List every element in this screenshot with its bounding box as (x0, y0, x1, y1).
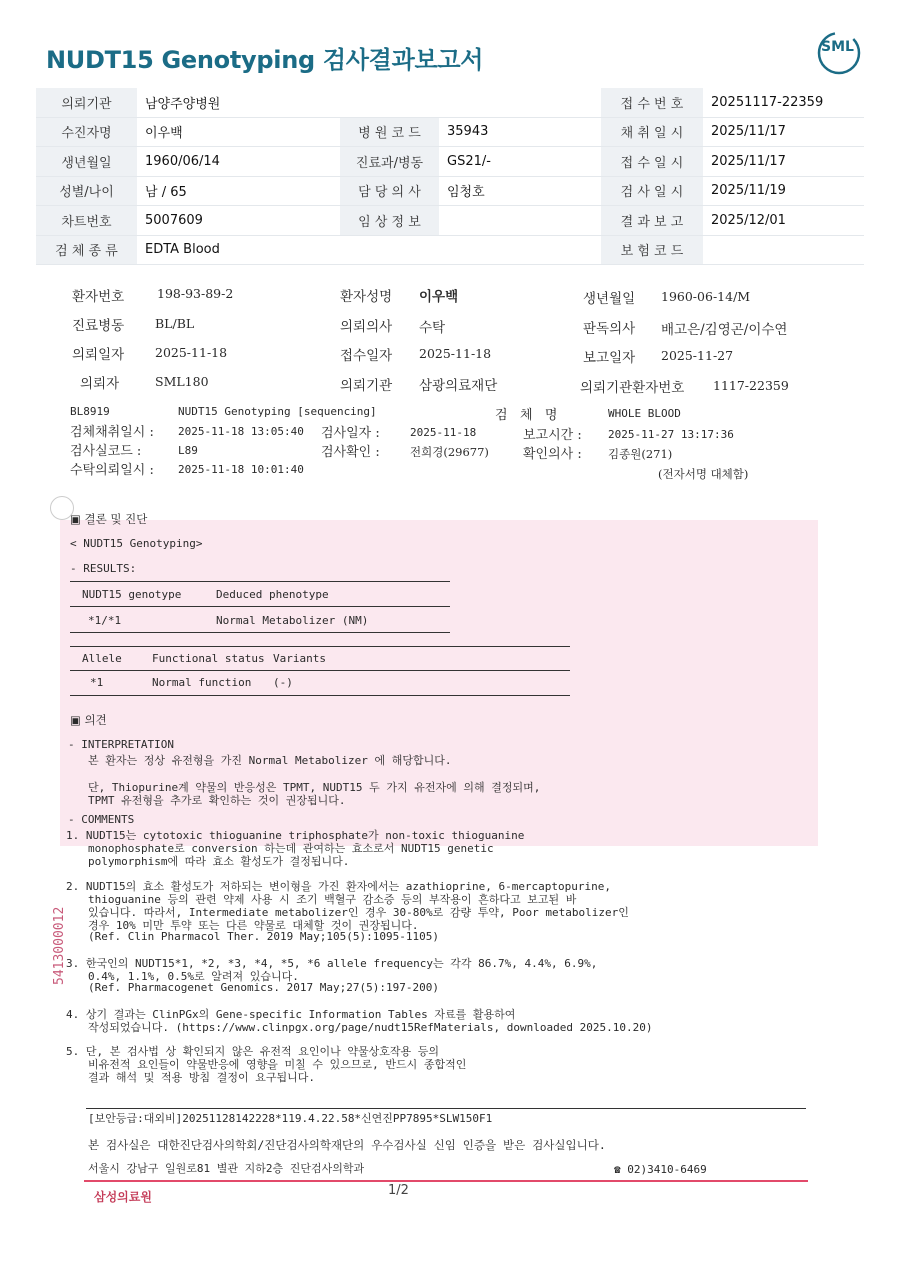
security-line: [보안등급:대외비]20251128142228*119.4.22.58*신연진PP7895*SLW150F1 (88, 1112, 493, 1125)
info-value: 이우백 (137, 117, 340, 147)
cert-line: 본 검사실은 대한진단검사의학회/진단검사의학재단의 우수검사실 신임 인증을 받은 검사실입니다. (88, 1138, 606, 1152)
footer-red-rule (84, 1180, 808, 1182)
requester-label: 의뢰자 (80, 376, 120, 392)
col-phenotype: Deduced phenotype (216, 588, 329, 601)
req-inst-pt-label: 의뢰기관환자번호 (580, 380, 685, 396)
comment-line: 4. 상기 결과는 ClinPGx의 Gene-specific Information Tables 자료를 활용하여 (66, 1008, 516, 1021)
test-name: NUDT15 Genotyping [sequencing] (178, 405, 377, 418)
info-label: 접 수 일 시 (601, 147, 703, 177)
info-value: 임청호 (439, 176, 601, 206)
info-label: 병 원 코 드 (340, 117, 439, 147)
req-inst-pt: 1117-22359 (713, 378, 789, 393)
allele-status: Normal function (152, 676, 252, 689)
dob: 1960-06-14/M (661, 289, 751, 304)
phone-line: ☎ 02)3410-6469 (614, 1163, 707, 1176)
recv-date: 2025-11-18 (419, 346, 492, 361)
dob-label: 생년월일 (583, 291, 636, 307)
info-value: 2025/11/17 (703, 117, 864, 147)
col-genotype: NUDT15 genotype (82, 588, 182, 601)
report-time: 2025-11-27 13:17:36 (608, 428, 734, 441)
comments-label: - COMMENTS (68, 813, 135, 826)
result-heading: < NUDT15 Genotyping> (70, 537, 203, 550)
req-date-label: 의뢰일자 (72, 347, 125, 363)
section-conclusion: ▣ 결론 및 진단 (70, 512, 148, 526)
info-table (36, 88, 864, 265)
info-value: 20251117-22359 (703, 88, 864, 117)
allele: *1 (90, 676, 104, 689)
interp-line: TPMT 유전형을 추가로 확인하는 것이 권장됩니다. (88, 794, 346, 807)
comment-line: (Ref. Clin Pharmacol Ther. 2019 May;105(5):1095-1105) (88, 930, 439, 943)
info-label: 보 험 코 드 (601, 235, 703, 265)
test-code: BL8919 (70, 405, 110, 418)
room-label: 검사실코드 : (70, 444, 142, 459)
comment-line: thioguanine 등의 관련 약제 사용 시 조기 백혈구 감소증 등의 부작용이 흔하다고 보고된 바 (88, 893, 577, 906)
info-label: 수진자명 (36, 117, 137, 147)
hospital-logo: 삼성의료원 (94, 1190, 152, 1204)
comment-line: 1. NUDT15는 cytotoxic thioguanine triphosphate가 non-toxic thioguanine (66, 829, 525, 842)
reader-label: 판독의사 (583, 321, 636, 337)
info-label: 검 사 일 시 (601, 176, 703, 206)
info-label: 채 취 일 시 (601, 117, 703, 147)
report-date-label: 보고일자 (583, 350, 636, 366)
report-time-label: 보고시간 : (523, 428, 582, 443)
info-value: 남양주양병원 (137, 88, 340, 117)
info-row (36, 88, 864, 117)
info-value: 남 / 65 (137, 176, 340, 206)
genotype: *1/*1 (88, 614, 122, 627)
rule (70, 632, 450, 633)
info-value: 5007609 (137, 206, 340, 236)
info-value: 2025/11/19 (703, 176, 864, 206)
interp-line: 단, Thiopurine계 약물의 반응성은 TPMT, NUDT15 두 가지 유전자에 의해 결정되며, (88, 781, 541, 794)
comment-line: 3. 한국인의 NUDT15*1, *2, *3, *4, *5, *6 allele frequency는 각각 86.7%, 4.4%, 6.9%, (66, 957, 598, 970)
rule (70, 581, 450, 582)
req-date: 2025-11-18 (155, 345, 228, 360)
info-label: 차트번호 (36, 206, 137, 236)
info-value: 2025/11/17 (703, 147, 864, 177)
report-title: NUDT15 Genotyping 검사결과보고서 (46, 46, 484, 74)
rule (70, 606, 450, 607)
patient-name: 이우백 (419, 289, 459, 305)
req-inst-label: 의뢰기관 (340, 378, 393, 394)
info-label: 담 당 의 사 (340, 176, 439, 206)
comment-line: 결과 해석 및 적용 방침 결정이 요구됩니다. (88, 1071, 315, 1084)
page-number: 1/2 (388, 1183, 409, 1198)
specimen: WHOLE BLOOD (608, 407, 681, 420)
report-date: 2025-11-27 (661, 348, 734, 363)
phenotype: Normal Metabolizer (NM) (216, 614, 369, 627)
esign: (전자서명 대체함) (658, 467, 749, 481)
info-label: 임 상 정 보 (340, 206, 439, 236)
info-label (340, 235, 439, 265)
info-value (439, 206, 601, 236)
patient-name-label: 환자성명 (340, 289, 393, 305)
test-date-label: 검사일자 : (321, 426, 380, 441)
patient-no-label: 환자번호 (72, 289, 125, 305)
req-inst: 삼광의료재단 (419, 378, 498, 394)
info-label: 접 수 번 호 (601, 88, 703, 117)
confirm: 전희경(29677) (410, 445, 489, 459)
req-doctor: 수탁 (419, 320, 446, 336)
comment-line: 2. NUDT15의 효소 활성도가 저하되는 변이형을 가진 환자에서는 azathioprine, 6-mercaptopurine, (66, 880, 612, 893)
recv-date-label: 접수일자 (340, 348, 393, 364)
info-row (36, 176, 864, 206)
section-opinion: ▣ 의견 (70, 713, 107, 727)
info-value: 1960/06/14 (137, 147, 340, 177)
info-value: 2025/12/01 (703, 206, 864, 236)
info-label: 성별/나이 (36, 176, 137, 206)
status-header: Functional status (152, 652, 265, 665)
info-value (439, 88, 601, 117)
allele-variant: (-) (273, 676, 293, 689)
rule (70, 695, 570, 696)
room: L89 (178, 444, 198, 457)
info-label (340, 88, 439, 117)
rule (70, 670, 570, 671)
info-row (36, 147, 864, 177)
specimen-label: 검 체 명 (495, 408, 558, 423)
requester: SML180 (155, 374, 209, 389)
info-label: 결 과 보 고 (601, 206, 703, 236)
order-label: 수탁의뢰일시 : (70, 463, 154, 478)
info-value: EDTA Blood (137, 235, 340, 265)
info-row (36, 206, 864, 236)
info-label: 검 체 종 류 (36, 235, 137, 265)
info-row (36, 117, 864, 147)
info-value (703, 235, 864, 265)
address-line: 서울시 강남구 일원로81 별관 지하2층 진단검사의학과 (88, 1162, 365, 1175)
comment-line: polymorphism에 따라 효소 활성도가 결정됩니다. (88, 855, 350, 868)
ward: BL/BL (155, 316, 195, 331)
comment-line: 있습니다. 따라서, Intermediate metabolizer인 경우 30-80%로 감량 투약, Poor metabolizer인 (88, 906, 629, 919)
info-label: 진료과/병동 (340, 147, 439, 177)
comment-line: 0.4%, 1.1%, 0.5%로 알려져 있습니다. (88, 970, 299, 983)
confirm-label: 검사확인 : (321, 445, 380, 460)
comment-line: 5. 단, 본 검사법 상 확인되지 않은 유전적 요인이나 약물상호작용 등의 (66, 1045, 439, 1058)
collect: 2025-11-18 13:05:40 (178, 425, 304, 438)
info-label: 의뢰기관 (36, 88, 137, 117)
comment-line: 비유전적 요인들이 약물반응에 영향을 미칠 수 있으므로, 반드시 종합적인 (88, 1058, 467, 1071)
confirm-doc: 김종원(271) (608, 447, 673, 461)
logo-text: SML (821, 39, 854, 55)
info-row (36, 235, 864, 265)
info-value: GS21/- (439, 147, 601, 177)
order: 2025-11-18 10:01:40 (178, 463, 304, 476)
info-value: 35943 (439, 117, 601, 147)
comment-line: 경우 10% 미만 투약 또는 다른 약물로 대체할 것이 권장됩니다. (88, 919, 419, 932)
info-value (439, 235, 601, 265)
interp-line: 본 환자는 정상 유전형을 가진 Normal Metabolizer 에 해당합니다. (88, 754, 452, 767)
comment-line: (Ref. Pharmacogenet Genomics. 2017 May;27(5):197-200) (88, 981, 439, 994)
req-doctor-label: 의뢰의사 (340, 319, 393, 335)
test-date: 2025-11-18 (410, 426, 477, 439)
side-stamp: 5413000012 (52, 906, 67, 985)
results-label: - RESULTS: (70, 562, 137, 575)
patient-no: 198-93-89-2 (157, 286, 234, 301)
footer-rule (86, 1108, 806, 1109)
variants-header: Variants (273, 652, 326, 665)
reader: 배고은/김영곤/이수연 (661, 322, 788, 338)
ward-label: 진료병동 (72, 318, 125, 334)
comment-line: monophosphate로 conversion 하는데 관여하는 효소로서 NUDT15 genetic (88, 842, 494, 855)
info-label: 생년월일 (36, 147, 137, 177)
collect-label: 검체채취일시 : (70, 425, 154, 440)
allele-header: Allele (82, 652, 122, 665)
comment-line: 작성되었습니다. (https://www.clinpgx.org/page/nudt15RefMaterials, downloaded 2025.10.20) (88, 1021, 653, 1034)
rule (70, 646, 570, 647)
confirm-doc-label: 확인의사 : (523, 447, 582, 462)
interp-label: - INTERPRETATION (68, 738, 174, 751)
